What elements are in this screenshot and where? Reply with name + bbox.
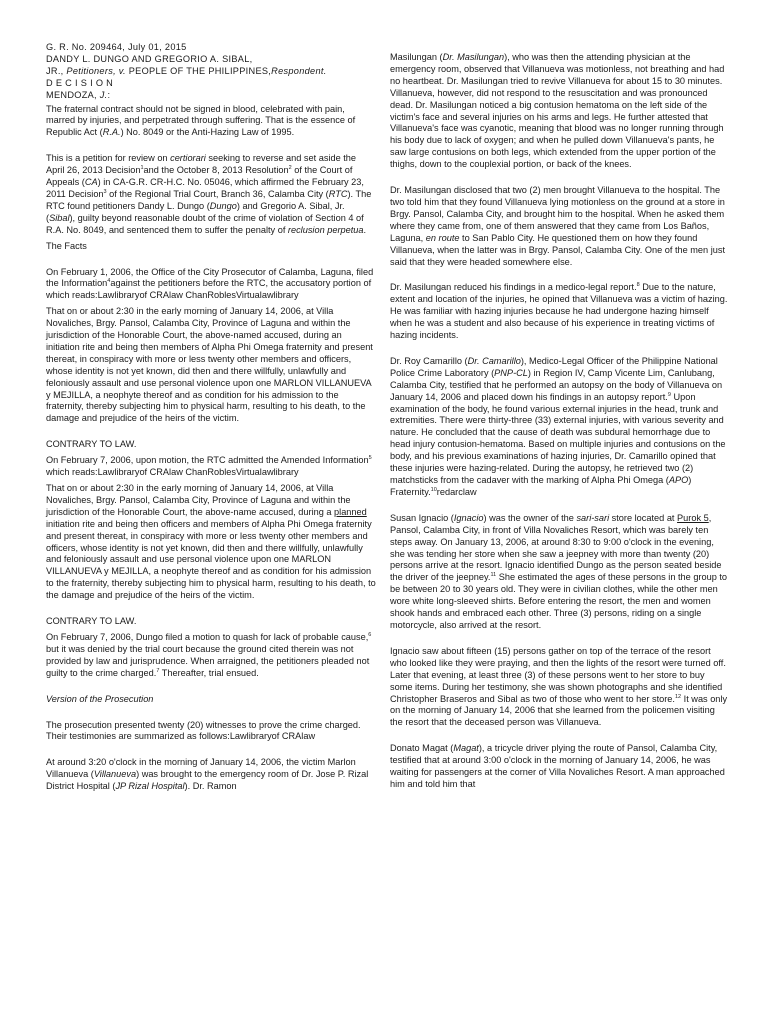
left_column-paragraph-3: DECISION — [46, 77, 117, 88]
right-column — [390, 52, 728, 805]
left_column-paragraph-14: On February 7, 2006, Dungo filed a motion to quash for lack of probable cause,$^6$ but it was denied by the trial court because the ground cited therein was not provided by law and jurisprudence. When arraigned, the petitioners pleaded not guilty to the crime charged.$^7$ Thereafter, trial ensued. — [46, 631, 372, 678]
left_column-paragraph-10: CONTRARY TO LAW. — [46, 439, 137, 450]
right_column-paragraph-2: Dr. Masilungan reduced his findings in a medico-legal report.$^8$ Due to the nature, extent and location of the injuries, he opined that Villanueva was a victim of hazing. He was familiar with hazing injuries because he had undergone hazing himself when he was a student and also because of his experience in treating victims of hazing incidents. — [390, 282, 728, 341]
right_column-paragraph-6: Donato Magat (Magat), a tricycle driver plying the route of Pansol, Calamba City, testified that at around 3:00 o'clock in the morning of January 14, 2006, he was waiting for passengers at the corner of Villa Novaliches Resort. A man approached him and told him that — [390, 743, 725, 789]
right_column-paragraph-5: Ignacio saw about fifteen (15) persons gather on top of the terrace of the resort who looked like they were praying, and then the lights of the resort were turned off. Later that evening, at least three (3) of these persons went to her store to buy some items. During her testimony, she was shown photographs and she identified Christopher Braseros and Sibal as two of those who went to her store.$^{12}$ It was only on the morning of January 14, 2006 that she learned from the policemen visiting the resort that the deceased person was Villanueva. — [390, 645, 728, 728]
right_column-paragraph-3: Dr. Roy Camarillo (Dr. Camarillo), Medico-Legal Officer of the Philippine National Police Crime Laboratory (PNP-CL) in Region IV, Camp Vicente Lim, Canlubang, Calamba City, testified that he performed an autopsy on the body of Villanueva on January 14, 2006 and placed down his findings in an autopsy report.$^9$ Upon examination of the body, he found various external injuries in the head, trunk and extremities. There were thirty-three (33) external injuries, with various severity and nature. He concluded that the cause of death was subdural hemorrhage due to head injury contusion-hematoma. Based on multiple injuries and contusions on the body, and his previous examinations of hazing injuries, Dr. Camarillo opined that these injuries were hazing-related. During the autopsy, he retrieved two (2) matchsticks from the cadaver with the marking of Alpha Phi Omega (APO) Fraternity.$^{10}$redarclaw — [390, 355, 726, 497]
left_column-paragraph-2: JR., Petitioners, v. PEOPLE OF THE PHILIPPINES,Respondent. — [46, 65, 327, 76]
left_column-paragraph-8: On February 1, 2006, the Office of the City Prosecutor of Calamba, Laguna, filed the Information$^4$against the petitioners before the RTC, the accusatory portion of which reads:Lawlibraryof CRAlaw ChanRoblesVirtualawlibrary — [46, 266, 374, 301]
left_column-paragraph-7: The Facts — [46, 240, 87, 251]
left_column-paragraph-0: G. R. No. 209464, July 01, 2015 — [46, 42, 187, 52]
left_column-paragraph-5: The fraternal contract should not be signed in blood, celebrated with pain, marred by injuries, and perpetrated through suffering. That is the essence of Republic Act (R.A.) No. 8049 or the Anti-Hazing Law of 1995. — [46, 103, 356, 138]
left_column-paragraph-17: At around 3:20 o'clock in the morning of January 14, 2006, the victim Marlon Villanueva (Villanueva) was brought to the emergency room of Dr. Jose P. Rizal District Hospital (JP Rizal Hospital). Dr. Ramon — [46, 757, 369, 792]
left_column-paragraph-13: CONTRARY TO LAW. — [46, 616, 137, 627]
left_column-paragraph-16: The prosecution presented twenty (20) witnesses to prove the crime charged. Their testimonies are summarized as follows:Lawlibraryof CRAlaw — [46, 719, 361, 742]
left_column-paragraph-15: Version of the Prosecution — [46, 693, 154, 704]
left_column-paragraph-1: DANDY L. DUNGO AND GREGORIO A. SIBAL, — [46, 53, 253, 64]
right_column-paragraph-0: Masilungan (Dr. Masilungan), who was then the attending physician at the emergency room, observed that Villanueva was motionless, not breathing and had no heartbeat. Dr. Masilungan tried to revive Villanueva for about 15 to 30 minutes. Villanueva, however, did not respond to the resuscitation and was pronounced dead. Dr. Masilungan noticed a big contusion hematoma on the left side of the victim's face and several injuries on his arms and legs. He further attested that Villanueva's face was cyanotic, meaning that blood was no longer running through his body due to lack of oxygen; and when he pulled down Villanueva's pants, he saw large contusions on both legs, which extended from the upper portion of the thighs, down to the couplexial portion, or back of the knees. — [390, 52, 725, 170]
left_column-paragraph-6: This is a petition for review on certiorari seeking to reverse and set aside the April 26, 2013 Decision$^1$and the October 8, 2013 Resolution$^2$ of the Court of Appeals (CA) in CA-G.R. CR-H.C. No. 05046, which affirmed the February 23, 2011 Decision$^3$ of the Regional Trial Court, Branch 36, Calamba City (RTC). The RTC found petitioners Dandy L. Dungo (Dungo) and Gregorio A. Sibal, Jr. (Sibal), guilty beyond reasonable doubt of the crime of violation of Section 4 of R.A. No. 8049, and sentenced them to suffer the penalty of reclusion perpetua. — [46, 153, 372, 235]
right_column-paragraph-4: Susan Ignacio (Ignacio) was the owner of the sari-sari store located at Purok 5, Pansol, Calamba City, in front of Villa Novaliches Resort, which was barely ten steps away. On January 13, 2006, at around 8:30 to 9:00 o'clock in the evening, she was tending her store when she saw a jeepney with more than twenty (20) persons arrive at the resort. Ignacio identified Dungo as the person seated beside the driver of the jeepney.$^{11}$ She estimated the ages of these persons in the group to be between 20 to 30 years old. They were in civilian clothes, while the other men wore white long-sleeved shirts. Before entering the resort, the men and women shook hands and embraced each other. Three (3) persons, riding on a single motorcycle, also arrived at the resort. — [390, 512, 728, 630]
left-column — [46, 42, 376, 807]
left_column-paragraph-12: That on or about 2:30 in the early morning of January 14, 2006, at Villa Novaliches, Brgy. Pansol, Calamba City, Province of Laguna and within the jurisdiction of the Honorable Court, the above-name accused, during a planned initiation rite and being then officers and members of Alpha Phi Omega fraternity and present thereat, in conspiracy with more or less twenty other members and officers, whose identity is not yet known, did then and there willfully, unlawfully and feloniously assault and use personal violence upon one MARLON VILLANUEVA y MEJILLA, a neophyte thereof and as condition for his admission to the fraternity, thereby subjecting him to physical harm, resulting to his death, to the damage and prejudice of the heirs of the victim. — [46, 483, 376, 601]
left_column-paragraph-9: That on or about 2:30 in the early morning of January 14, 2006, at Villa Novaliches, Brgy. Pansol, Calamba City, Province of Laguna and within the jurisdiction of the Honorable Court, the above-named accused, during an initiation rite and being then members of Alpha Phi Omega fraternity and present thereat, in conspiracy with more or less twenty other members and officers, whose identity is not yet known, did then and there willfully, unlawfully and feloniously assault and use personal violence upon one MARLON VILLANUEVA y MEJILLA, a neophyte thereof and as condition for his admission to the fraternity, thereby subjecting him to physical harm, resulting to his death, to the damage and prejudice of the heirs of the victim. — [46, 306, 373, 424]
right_column-paragraph-1: Dr. Masilungan disclosed that two (2) men brought Villanueva to the hospital. The two told him that they found Villanueva lying motionless on the ground at a store in Brgy. Pansol, Calamba City, and brought him to the hospital. When he asked them where they came from, one of them answered that they came from Los Baños, Laguna, en route to San Pablo City. He questioned them on how they found Villanueva, when the latter was in Brgy. Pansol, Calamba City. One of the men just said that they were headed somewhere else. — [390, 185, 726, 267]
left_column-paragraph-4: MENDOZA, J.: — [46, 89, 111, 100]
left_column-paragraph-11: On February 7, 2006, upon motion, the RTC admitted the Amended Information$^5$ which reads:Lawlibraryof CRAlaw ChanRoblesVirtualawlibrary — [46, 455, 372, 478]
